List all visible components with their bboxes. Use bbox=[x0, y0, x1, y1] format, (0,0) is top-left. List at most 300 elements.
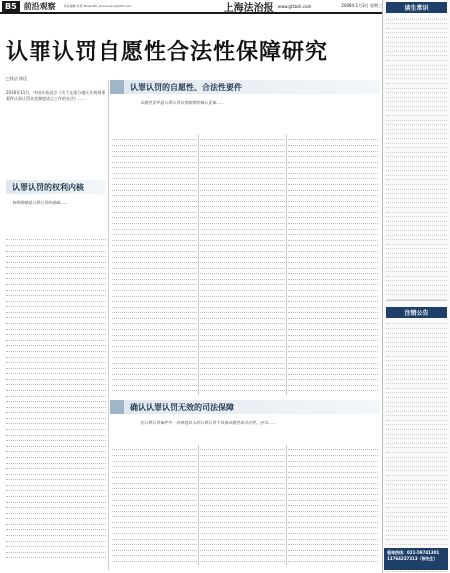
text-line bbox=[112, 314, 197, 319]
text-line bbox=[112, 495, 197, 500]
text-line bbox=[6, 308, 106, 313]
text-line bbox=[200, 224, 285, 229]
text-line bbox=[200, 168, 285, 173]
abstract-remedy: 在认罪认罚案件中，若被追诉人的认罪认罚不具备自愿性或合法性，应当…… bbox=[140, 420, 276, 425]
text-line bbox=[200, 219, 285, 224]
text-line bbox=[6, 542, 106, 547]
text-line bbox=[6, 480, 106, 485]
text-line bbox=[288, 330, 378, 335]
text-line bbox=[200, 336, 285, 341]
newspaper-logo: 上海法治报 bbox=[223, 2, 274, 14]
section-title-remedy: 确认认罪认罚无效的司法保障 bbox=[130, 402, 234, 412]
text-line bbox=[288, 484, 378, 489]
column-rule bbox=[198, 135, 199, 395]
text-line bbox=[288, 467, 378, 472]
text-line bbox=[6, 268, 106, 273]
text-line bbox=[200, 202, 285, 207]
text-line bbox=[112, 540, 197, 545]
text-line bbox=[288, 168, 378, 173]
text-line bbox=[112, 274, 197, 279]
text-line bbox=[200, 369, 285, 374]
text-line bbox=[112, 473, 197, 478]
text-line bbox=[112, 386, 197, 391]
column-mid-3 bbox=[288, 135, 378, 395]
text-line bbox=[288, 252, 378, 257]
text-line bbox=[200, 247, 285, 252]
text-line bbox=[200, 213, 285, 218]
column-rule bbox=[108, 80, 109, 570]
text-line bbox=[288, 191, 378, 196]
text-line bbox=[112, 319, 197, 324]
sidebar-title-2: 注销公告 bbox=[386, 307, 447, 318]
text-line bbox=[288, 180, 378, 185]
text-line bbox=[112, 529, 197, 534]
text-line bbox=[112, 185, 197, 190]
text-line bbox=[288, 490, 378, 495]
text-line bbox=[288, 473, 378, 478]
text-line bbox=[288, 241, 378, 246]
text-line bbox=[200, 325, 285, 330]
text-line bbox=[200, 506, 285, 511]
text-line bbox=[288, 386, 378, 391]
text-line bbox=[112, 358, 197, 363]
section-band-remedy bbox=[110, 400, 380, 414]
text-line bbox=[288, 280, 378, 285]
text-line bbox=[6, 408, 106, 413]
text-line bbox=[112, 302, 197, 307]
text-line bbox=[288, 152, 378, 157]
text-line bbox=[200, 230, 285, 235]
text-line bbox=[6, 235, 106, 240]
text-line bbox=[200, 280, 285, 285]
text-line bbox=[112, 501, 197, 506]
text-line bbox=[200, 208, 285, 213]
text-line bbox=[288, 319, 378, 324]
text-line bbox=[112, 512, 197, 517]
text-line bbox=[288, 478, 378, 483]
text-line bbox=[200, 258, 285, 263]
text-line bbox=[200, 347, 285, 352]
text-line bbox=[6, 475, 106, 480]
text-line bbox=[288, 235, 378, 240]
text-line bbox=[112, 230, 197, 235]
text-line bbox=[112, 523, 197, 528]
text-line bbox=[112, 518, 197, 523]
text-line bbox=[200, 330, 285, 335]
text-line bbox=[288, 208, 378, 213]
section-name: 前沿观察 bbox=[23, 0, 56, 11]
text-line bbox=[112, 456, 197, 461]
sidebar-text-line bbox=[386, 295, 447, 300]
text-line bbox=[200, 252, 285, 257]
text-line bbox=[200, 341, 285, 346]
text-line bbox=[200, 512, 285, 517]
sidebar-section-1 bbox=[386, 15, 447, 301]
text-line bbox=[112, 545, 197, 550]
text-line bbox=[288, 540, 378, 545]
text-line bbox=[200, 163, 285, 168]
text-line bbox=[112, 235, 197, 240]
text-line bbox=[112, 353, 197, 358]
editor-line: 责任编辑 付寒 Email:fzb_shouluoluo@163.com bbox=[63, 4, 132, 8]
text-line bbox=[112, 168, 197, 173]
text-line bbox=[112, 141, 197, 146]
text-line bbox=[6, 374, 106, 379]
text-line bbox=[112, 551, 197, 556]
text-line bbox=[200, 467, 285, 472]
text-line bbox=[6, 514, 106, 519]
text-line bbox=[6, 291, 106, 296]
text-line bbox=[6, 469, 106, 474]
text-line bbox=[112, 196, 197, 201]
text-line bbox=[288, 501, 378, 506]
text-line bbox=[200, 490, 285, 495]
text-line bbox=[6, 553, 106, 558]
text-line bbox=[200, 501, 285, 506]
text-line bbox=[200, 456, 285, 461]
text-line bbox=[288, 353, 378, 358]
text-line bbox=[288, 445, 378, 450]
text-line bbox=[6, 296, 106, 301]
text-line bbox=[288, 336, 378, 341]
text-line bbox=[200, 358, 285, 363]
text-line bbox=[6, 358, 106, 363]
text-line bbox=[6, 274, 106, 279]
text-line bbox=[6, 419, 106, 424]
section-band-voluntariness bbox=[110, 80, 380, 94]
abstract-rights: 权利保障是认罪认罚的基础…… bbox=[12, 200, 68, 205]
text-line bbox=[6, 425, 106, 430]
text-line bbox=[6, 430, 106, 435]
text-line bbox=[288, 380, 378, 385]
text-line bbox=[288, 157, 378, 162]
text-line bbox=[112, 325, 197, 330]
text-line bbox=[112, 462, 197, 467]
text-line bbox=[112, 484, 197, 489]
text-line bbox=[6, 447, 106, 452]
text-line bbox=[6, 341, 106, 346]
text-line bbox=[288, 174, 378, 179]
text-line bbox=[200, 146, 285, 151]
text-line bbox=[200, 445, 285, 450]
text-line bbox=[288, 302, 378, 307]
sidebar-title-1: 读生常识 bbox=[386, 2, 447, 13]
text-line bbox=[112, 174, 197, 179]
text-line bbox=[288, 185, 378, 190]
text-line bbox=[200, 291, 285, 296]
website-text[interactable]: www.gfzbsh.com bbox=[277, 3, 312, 9]
text-line bbox=[6, 492, 106, 497]
text-line bbox=[200, 478, 285, 483]
text-line bbox=[288, 369, 378, 374]
text-line bbox=[200, 380, 285, 385]
text-line bbox=[112, 506, 197, 511]
text-line bbox=[112, 224, 197, 229]
text-line bbox=[200, 540, 285, 545]
text-line bbox=[288, 297, 378, 302]
text-line bbox=[112, 534, 197, 539]
text-line bbox=[200, 462, 285, 467]
text-line bbox=[200, 141, 285, 146]
section-band-rights bbox=[6, 180, 106, 194]
text-line bbox=[6, 525, 106, 530]
text-line bbox=[112, 380, 197, 385]
text-line bbox=[288, 451, 378, 456]
text-line bbox=[200, 534, 285, 539]
text-line bbox=[6, 352, 106, 357]
text-line bbox=[288, 141, 378, 146]
text-line bbox=[6, 508, 106, 513]
column-left bbox=[6, 235, 106, 565]
text-line bbox=[6, 330, 106, 335]
text-line bbox=[288, 263, 378, 268]
text-line bbox=[288, 230, 378, 235]
text-line bbox=[200, 135, 285, 140]
text-line bbox=[6, 285, 106, 290]
text-line bbox=[288, 196, 378, 201]
text-line bbox=[6, 519, 106, 524]
text-line bbox=[200, 157, 285, 162]
text-line bbox=[288, 325, 378, 330]
page-badge: B5 bbox=[2, 1, 20, 12]
text-line bbox=[288, 495, 378, 500]
text-line bbox=[200, 241, 285, 246]
text-line bbox=[6, 335, 106, 340]
text-line bbox=[288, 258, 378, 263]
issue-date: 2008年1月3日 星期三 bbox=[341, 3, 382, 8]
text-line bbox=[288, 375, 378, 380]
text-line bbox=[288, 274, 378, 279]
text-line bbox=[288, 347, 378, 352]
text-line bbox=[112, 213, 197, 218]
text-line bbox=[6, 386, 106, 391]
text-line bbox=[288, 269, 378, 274]
text-line bbox=[6, 441, 106, 446]
text-line bbox=[6, 257, 106, 262]
text-line bbox=[200, 191, 285, 196]
text-line bbox=[112, 280, 197, 285]
text-line bbox=[6, 397, 106, 402]
text-line bbox=[200, 557, 285, 562]
text-line bbox=[112, 146, 197, 151]
column-low-2 bbox=[200, 445, 285, 565]
text-line bbox=[6, 252, 106, 257]
text-line bbox=[112, 180, 197, 185]
text-line bbox=[112, 241, 197, 246]
text-line bbox=[288, 247, 378, 252]
text-line bbox=[200, 551, 285, 556]
text-line bbox=[288, 506, 378, 511]
text-line bbox=[112, 258, 197, 263]
text-line bbox=[112, 152, 197, 157]
text-line bbox=[288, 213, 378, 218]
text-line bbox=[200, 518, 285, 523]
text-line bbox=[6, 453, 106, 458]
column-mid-1 bbox=[112, 135, 197, 395]
text-line bbox=[200, 386, 285, 391]
text-line bbox=[112, 202, 197, 207]
text-line bbox=[112, 308, 197, 313]
text-line bbox=[288, 534, 378, 539]
text-line bbox=[112, 247, 197, 252]
text-line bbox=[112, 369, 197, 374]
abstract-voluntariness: 自愿性要件是认罪认罚从宽制度的核心要素…… bbox=[140, 100, 224, 105]
text-line bbox=[200, 308, 285, 313]
text-line bbox=[200, 302, 285, 307]
text-line bbox=[6, 464, 106, 469]
text-line bbox=[6, 536, 106, 541]
text-line bbox=[112, 191, 197, 196]
text-line bbox=[112, 286, 197, 291]
text-line bbox=[6, 402, 106, 407]
text-line bbox=[6, 363, 106, 368]
text-line bbox=[288, 456, 378, 461]
text-line bbox=[112, 263, 197, 268]
text-line bbox=[200, 451, 285, 456]
text-line bbox=[200, 523, 285, 528]
text-line bbox=[112, 375, 197, 380]
text-line bbox=[6, 302, 106, 307]
text-line bbox=[112, 291, 197, 296]
text-line bbox=[6, 246, 106, 251]
text-line bbox=[6, 531, 106, 536]
text-line bbox=[288, 545, 378, 550]
text-line bbox=[200, 269, 285, 274]
text-line bbox=[112, 157, 197, 162]
text-line bbox=[288, 551, 378, 556]
text-line bbox=[200, 152, 285, 157]
text-line bbox=[288, 518, 378, 523]
text-line bbox=[6, 241, 106, 246]
contact-box bbox=[384, 548, 448, 570]
text-line bbox=[6, 391, 106, 396]
text-line bbox=[112, 269, 197, 274]
text-line bbox=[112, 364, 197, 369]
column-mid-2 bbox=[200, 135, 285, 395]
text-line bbox=[112, 163, 197, 168]
text-line bbox=[200, 297, 285, 302]
text-line bbox=[112, 467, 197, 472]
text-line bbox=[288, 291, 378, 296]
column-rule bbox=[198, 445, 199, 565]
lead-paragraph: 2016年11月，中国开始试点《关于在部分地区开展刑事案件认罪认罚从宽制度试点工作的办法》…… bbox=[6, 90, 106, 101]
text-line bbox=[112, 208, 197, 213]
text-line bbox=[6, 280, 106, 285]
text-line bbox=[200, 180, 285, 185]
text-line bbox=[112, 478, 197, 483]
text-line bbox=[112, 330, 197, 335]
text-line bbox=[6, 458, 106, 463]
text-line bbox=[112, 341, 197, 346]
text-line bbox=[112, 490, 197, 495]
text-line bbox=[112, 252, 197, 257]
text-line bbox=[288, 135, 378, 140]
column-low-3 bbox=[288, 445, 378, 565]
text-line bbox=[200, 545, 285, 550]
text-line bbox=[288, 364, 378, 369]
column-rule bbox=[286, 135, 287, 395]
text-line bbox=[200, 529, 285, 534]
text-line bbox=[112, 297, 197, 302]
text-line bbox=[200, 473, 285, 478]
phone-number: 13764237313（徐先生） bbox=[387, 556, 438, 561]
text-line bbox=[6, 324, 106, 329]
text-line bbox=[112, 445, 197, 450]
text-line bbox=[288, 358, 378, 363]
text-line bbox=[288, 163, 378, 168]
byline: □钱洁 徐佳 bbox=[6, 76, 28, 81]
text-line bbox=[200, 353, 285, 358]
text-line bbox=[200, 196, 285, 201]
text-line bbox=[6, 369, 106, 374]
text-line bbox=[288, 462, 378, 467]
text-line bbox=[200, 274, 285, 279]
text-line bbox=[288, 202, 378, 207]
band-corner bbox=[110, 400, 124, 414]
column-rule bbox=[286, 445, 287, 565]
text-line bbox=[200, 495, 285, 500]
text-line bbox=[6, 497, 106, 502]
text-line bbox=[112, 347, 197, 352]
text-line bbox=[6, 486, 106, 491]
text-line bbox=[288, 314, 378, 319]
text-line bbox=[6, 547, 106, 552]
text-line bbox=[6, 380, 106, 385]
text-line bbox=[200, 263, 285, 268]
text-line bbox=[6, 319, 106, 324]
text-line bbox=[200, 286, 285, 291]
text-line bbox=[200, 185, 285, 190]
section-title-rights: 认罪认罚的权利内核 bbox=[12, 182, 84, 192]
text-line bbox=[200, 235, 285, 240]
text-line bbox=[200, 364, 285, 369]
text-line bbox=[112, 219, 197, 224]
text-line bbox=[288, 557, 378, 562]
text-line bbox=[200, 484, 285, 489]
phone-label: 垂询热线：021-59741301 bbox=[387, 550, 440, 555]
band-corner bbox=[110, 80, 124, 94]
text-line bbox=[200, 375, 285, 380]
text-line bbox=[200, 314, 285, 319]
text-line bbox=[6, 436, 106, 441]
text-line bbox=[200, 319, 285, 324]
text-line bbox=[288, 512, 378, 517]
text-line bbox=[200, 174, 285, 179]
text-line bbox=[112, 135, 197, 140]
text-line bbox=[6, 347, 106, 352]
sidebar-section-2 bbox=[386, 320, 447, 573]
text-line bbox=[112, 451, 197, 456]
text-line bbox=[288, 146, 378, 151]
column-low-1 bbox=[112, 445, 197, 565]
article-headline: 认罪认罚自愿性合法性保障研究 bbox=[6, 40, 329, 65]
text-line bbox=[112, 557, 197, 562]
text-line bbox=[288, 523, 378, 528]
text-line bbox=[288, 308, 378, 313]
text-line bbox=[288, 529, 378, 534]
text-line bbox=[288, 341, 378, 346]
text-line bbox=[288, 286, 378, 291]
text-line bbox=[6, 263, 106, 268]
text-line bbox=[288, 224, 378, 229]
text-line bbox=[112, 336, 197, 341]
text-line bbox=[288, 219, 378, 224]
text-line bbox=[6, 414, 106, 419]
text-line bbox=[6, 503, 106, 508]
section-title-voluntariness: 认罪认罚的自愿性、合法性要件 bbox=[130, 82, 242, 92]
right-sidebar bbox=[382, 0, 450, 573]
text-line bbox=[6, 313, 106, 318]
